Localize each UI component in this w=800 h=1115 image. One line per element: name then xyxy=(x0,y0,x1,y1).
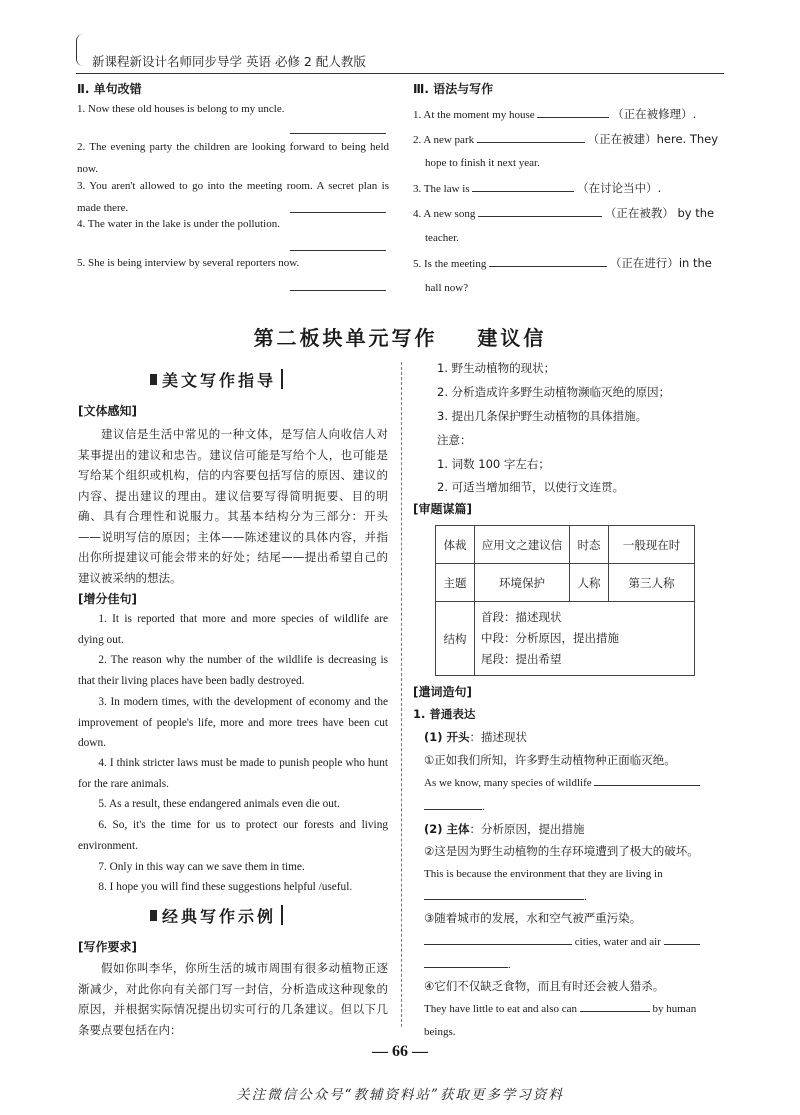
tag-planning-label: 审题谋篇 xyxy=(418,502,467,516)
point-2: 2. 分析造成许多野生动植物濒临灭绝的原因； xyxy=(437,385,671,399)
s3-item-5-hint: （正在进行）in the xyxy=(609,256,712,270)
q1-cn: ①正如我们所知，许多野生动植物种正面临灭绝。 xyxy=(424,753,676,767)
table-cell: 人称 xyxy=(570,564,609,602)
structure-line-2: 中段：分析原因，提出措施 xyxy=(481,631,619,645)
tag-sentences-close-bracket: ] xyxy=(131,592,137,606)
sentence-4: 4. I think stricter laws must be made to punish people who hunt for the rare animals. xyxy=(78,757,388,790)
s3-item-4 xyxy=(413,202,725,225)
example-box-mark-icon xyxy=(150,910,157,921)
s3-item-2-text: 2. A new park xyxy=(413,134,475,146)
sentence-7: 7. Only in this way can we save them in time. xyxy=(98,861,305,873)
tag-style-label: 文体感知 xyxy=(83,404,132,418)
part-1 xyxy=(424,727,527,748)
q1-en-line-2 xyxy=(424,796,485,818)
table-cell: 应用文之建议信 xyxy=(475,526,570,564)
tag-wording-close-bracket: ] xyxy=(466,685,472,699)
table-cell: 时态 xyxy=(570,526,609,564)
table-row xyxy=(436,564,695,602)
s3-item-5-text: 5. Is the meeting xyxy=(413,258,487,270)
structure-cell xyxy=(475,602,695,676)
header-bracket-icon xyxy=(76,34,83,66)
q4-en-text: They have little to eat and also can xyxy=(424,1003,578,1015)
q1-blank-a[interactable] xyxy=(594,773,700,786)
planning-table xyxy=(435,525,695,676)
column-divider xyxy=(401,362,402,1027)
table-cell: 结构 xyxy=(436,602,475,676)
example-box-title: 经典写作示例 xyxy=(162,906,277,926)
tag-planning-close-bracket: ] xyxy=(466,502,472,516)
s3-item-2-hint: （正在被建）here. They xyxy=(587,132,719,146)
table-row xyxy=(436,526,695,564)
q1-period: . xyxy=(482,801,485,813)
table-cell: 第三人称 xyxy=(609,564,695,602)
wording-heading: 1. 普通表达 xyxy=(413,707,476,721)
tag-style-close-bracket: ] xyxy=(131,404,137,418)
page-number: — 66 — xyxy=(372,1043,428,1060)
table-cell: 一般现在时 xyxy=(609,526,695,564)
s2-answer-line-4[interactable] xyxy=(290,250,386,251)
sentence-1: 1. It is reported that more and more species of wildlife are dying out. xyxy=(78,613,388,646)
example-box-header xyxy=(150,902,283,928)
q4-en-post: by human xyxy=(652,1003,697,1015)
part-2-label: (2) 主体 xyxy=(424,822,470,836)
unit-title: 第二板块单元写作 建议信 xyxy=(253,326,547,350)
tag-wording-label: 遣词造句 xyxy=(418,685,467,699)
guide-box-mark-icon xyxy=(150,374,157,385)
tag-style xyxy=(78,402,137,419)
q1-en xyxy=(424,772,700,794)
s3-blank-1[interactable] xyxy=(537,105,609,118)
sentence-3: 3. In modern times, with the development of economy and the improvement of people's life, more and more trees have been cut down. xyxy=(78,696,388,750)
s3-item-2-cont: hope to finish it next year. xyxy=(425,157,540,169)
structure-line-1: 首段：描述现状 xyxy=(481,610,562,624)
s3-item-4-text: 4. A new song xyxy=(413,208,476,220)
s3-item-3-hint: （在讨论当中）. xyxy=(577,181,662,195)
tag-planning-open-bracket: [ xyxy=(413,502,419,516)
q3-cn: ③随着城市的发展，水和空气被严重污染。 xyxy=(424,911,642,925)
q1-blank-b[interactable] xyxy=(424,797,482,810)
q3-blank-c[interactable] xyxy=(424,955,508,968)
s3-item-1-text: 1. At the moment my house xyxy=(413,109,535,121)
point-3: 3. 提出几条保护野生动植物的具体措施。 xyxy=(437,409,648,423)
s3-item-2 xyxy=(413,128,725,151)
table-cell: 体裁 xyxy=(436,526,475,564)
q4-cn: ④它们不仅缺乏食物，而且有时还会被人猎杀。 xyxy=(424,979,665,993)
q3-en xyxy=(424,931,700,953)
s2-answer-line-1[interactable] xyxy=(290,133,386,134)
tag-requirement-close-bracket: ] xyxy=(131,940,137,954)
table-row xyxy=(436,602,695,676)
s2-item-5: 5. She is being interview by several reporters now. xyxy=(77,257,300,269)
part-1-desc: ：描述现状 xyxy=(469,730,528,744)
section-3-title: Ⅲ. 语法与写作 xyxy=(413,82,494,96)
book-title: 新课程新设计名师同步导学 英语 必修 2 配人教版 xyxy=(92,54,366,69)
tag-planning xyxy=(413,500,472,517)
q2-en-line-2 xyxy=(424,886,587,908)
q3-period: . xyxy=(508,959,511,971)
s3-item-5 xyxy=(413,252,725,275)
s3-item-5-cont: hall now? xyxy=(425,282,469,294)
q4-en xyxy=(424,998,696,1020)
tag-requirement-open-bracket: [ xyxy=(78,940,84,954)
note-label: 注意： xyxy=(437,433,472,447)
q2-blank[interactable] xyxy=(424,887,584,900)
s3-item-3-text: 3. The law is xyxy=(413,183,470,195)
s3-blank-2[interactable] xyxy=(477,130,585,143)
sentence-6: 6. So, it's the time for us to protect our forests and living environment. xyxy=(78,819,388,852)
s2-answer-line-5[interactable] xyxy=(290,290,386,291)
tag-sentences-open-bracket: [ xyxy=(78,592,84,606)
tag-sentences xyxy=(78,590,137,607)
part-1-label: (1) 开头 xyxy=(424,730,470,744)
s2-item-2: 2. The evening party the children are looking forward to being held now. xyxy=(77,141,389,175)
tag-sentences-label: 增分佳句 xyxy=(83,592,132,606)
style-text: 建议信是生活中常见的一种文体，是写信人向收信人对某事提出的建议和忠告。建议信可能是写给个人，也可能是写给某个组织或机构，信的内容要包括写信的原因、建议的内容、提出建议的理由。建议信要写得简明扼要、目的明确、具有合理性和说服力。其基本结构分为三部分：开头——说明写信的原因；主体——陈述建议的具体内容，并指出你所提建议可能会带来的好处；结尾——提出希望自己的建议被采纳的想法。 xyxy=(78,427,388,585)
guide-box-bar xyxy=(281,369,283,389)
s2-item-1: 1. Now these old houses is belong to my uncle. xyxy=(77,103,285,115)
q4-blank[interactable] xyxy=(580,999,650,1012)
s3-item-1 xyxy=(413,103,725,126)
sentence-2: 2. The reason why the number of the wildlife is decreasing is that their living places have been badly destroyed. xyxy=(78,654,388,687)
guide-box-title: 美文写作指导 xyxy=(162,370,277,390)
s3-blank-5[interactable] xyxy=(489,254,607,267)
s3-item-4-hint: （正在被教） by the xyxy=(604,206,715,220)
q3-en-line-2 xyxy=(424,954,511,976)
q1-en-text: As we know, many species of wildlife xyxy=(424,777,592,789)
s3-item-3 xyxy=(413,177,725,200)
note-2: 2. 可适当增加细节，以使行文连贯。 xyxy=(437,480,625,494)
part-2-desc: ：分析原因，提出措施 xyxy=(469,822,585,836)
q3-en-text: cities, water and air xyxy=(574,936,661,948)
s3-item-1-hint: （正在被修理）. xyxy=(612,107,697,121)
point-1: 1. 野生动植物的现状； xyxy=(437,361,556,375)
part-2 xyxy=(424,819,585,840)
q2-period: . xyxy=(584,891,587,903)
sentence-8: 8. I hope you will find these suggestions helpful /useful. xyxy=(98,881,353,893)
q4-en-line-2: beings. xyxy=(424,1026,456,1038)
example-box-bar xyxy=(281,905,283,925)
header-rule xyxy=(76,73,724,74)
q3-blank-b[interactable] xyxy=(664,932,700,945)
s2-item-4: 4. The water in the lake is under the pollution. xyxy=(77,218,280,230)
tag-wording xyxy=(413,683,472,700)
section-2-title: Ⅱ. 单句改错 xyxy=(77,82,142,96)
tag-wording-open-bracket: [ xyxy=(413,685,419,699)
table-cell: 环境保护 xyxy=(475,564,570,602)
s3-item-4-cont: teacher. xyxy=(425,232,459,244)
tag-requirement xyxy=(78,938,137,955)
table-cell: 主题 xyxy=(436,564,475,602)
q2-cn: ②这是因为野生动植物的生存环境遭到了极大的破坏。 xyxy=(424,844,699,858)
note-1: 1. 词数 100 字左右； xyxy=(437,457,550,471)
tag-style-open-bracket: [ xyxy=(78,404,84,418)
tag-requirement-label: 写作要求 xyxy=(83,940,132,954)
q3-blank-a[interactable] xyxy=(424,932,572,945)
q2-en: This is because the environment that they are living in xyxy=(424,868,663,880)
s2-item-3: 3. You aren't allowed to go into the meeting room. A secret plan is made there. xyxy=(77,180,389,214)
sentence-5: 5. As a result, these endangered animals even die out. xyxy=(98,798,340,810)
s3-blank-3[interactable] xyxy=(472,179,574,192)
s3-blank-4[interactable] xyxy=(478,204,602,217)
footer-note: 关注微信公众号“教辅资料站”获取更多学习资料 xyxy=(236,1087,564,1103)
requirement-text: 假如你叫李华，你所生活的城市周围有很多动植物正逐渐减少，对此你向有关部门写一封信，分析造成这种现象的原因，并根据实际情况提出切实可行的几条建议。但以下几条要点要包括在内： xyxy=(78,961,388,1037)
guide-box-header xyxy=(150,366,283,392)
structure-line-3: 尾段：提出希望 xyxy=(481,652,562,666)
